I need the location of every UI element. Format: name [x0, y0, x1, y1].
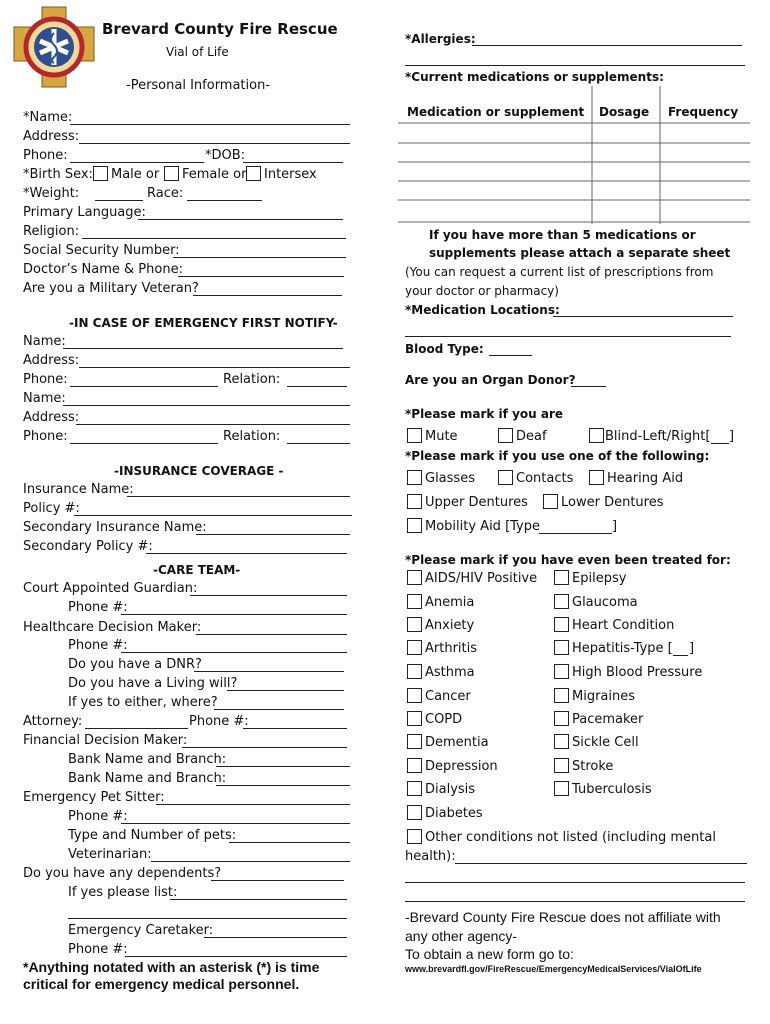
condition-right-checkbox-1[interactable] [554, 594, 569, 609]
disclaimer-line1: -Brevard County Fire Rescue does not affiliate with [405, 909, 721, 925]
emergency-relation-label: Relation: [223, 372, 281, 387]
disclaimer-line2: any other agency- [405, 928, 518, 944]
emergency-address2-label: Address: [23, 410, 80, 425]
secondary-policy-field[interactable] [146, 553, 347, 554]
address-label: Address: [23, 129, 80, 144]
other-conditions-label-2: health): [405, 849, 456, 864]
pet-sitter-phone-field[interactable] [121, 823, 350, 824]
pet-sitter-label: Emergency Pet Sitter: [23, 790, 165, 805]
insurance-name-label: Insurance Name: [23, 482, 134, 497]
table-header-dosage: Dosage [599, 105, 650, 119]
other-conditions-label: Other conditions not listed (including mental [425, 830, 716, 845]
condition-right-label-0: Epilepsy [572, 571, 627, 586]
condition-left-label-5: Cancer [425, 689, 471, 704]
table-header-frequency: Frequency [668, 105, 739, 119]
dob-label: *DOB: [205, 148, 246, 163]
ssn-label: Social Security Number: [23, 243, 180, 258]
race-label: Race: [147, 186, 184, 201]
language-label: Primary Language: [23, 205, 146, 220]
veteran-label: Are you a Military Veteran? [23, 281, 199, 296]
request-note-1: (You can request a current list of prescriptions from [405, 265, 714, 279]
emergency-address-field[interactable] [79, 367, 350, 368]
condition-right-checkbox-3[interactable] [554, 640, 569, 655]
condition-left-label-10: Diabetes [425, 806, 483, 821]
emergency-phone-field[interactable] [70, 386, 218, 387]
language-field[interactable] [138, 219, 343, 220]
condition-right-label-2: Heart Condition [572, 618, 675, 633]
secondary-insurance-field[interactable] [196, 534, 350, 535]
bank2-label: Bank Name and Branch: [68, 771, 227, 786]
attach-note-1: If you have more than 5 medications or [429, 228, 696, 242]
mark-if-are-label: *Please mark if you are [405, 407, 564, 421]
condition-left-checkbox-5[interactable] [407, 688, 422, 703]
pets-label: Type and Number of pets: [68, 828, 237, 843]
veteran-field[interactable] [193, 295, 342, 296]
hepatitis-type-field[interactable] [673, 655, 688, 656]
policy-field[interactable] [74, 515, 352, 516]
insurance-name-field[interactable] [127, 496, 350, 497]
financial-field[interactable] [182, 747, 347, 748]
dnr-field[interactable] [194, 671, 344, 672]
med-locations-label: *Medication Locations: [405, 303, 560, 317]
condition-left-checkbox-7[interactable] [407, 734, 422, 749]
med-locations-field[interactable] [553, 316, 733, 317]
allergies-field[interactable] [472, 45, 742, 46]
bank-field[interactable] [216, 766, 350, 767]
name-label: *Name: [23, 110, 73, 125]
allergies-label: *Allergies: [405, 32, 476, 46]
list-label: If yes please list: [68, 885, 178, 900]
condition-right-checkbox-2[interactable] [554, 617, 569, 632]
female-label: Female or [182, 167, 247, 182]
condition-left-label-2: Anxiety [425, 618, 475, 633]
condition-left-checkbox-10[interactable] [407, 805, 422, 820]
financial-label: Financial Decision Maker: [23, 733, 188, 748]
condition-right-checkbox-8[interactable] [554, 758, 569, 773]
condition-right-label-9: Tuberculosis [572, 782, 652, 797]
caretaker-field[interactable] [204, 937, 347, 938]
condition-left-checkbox-2[interactable] [407, 617, 422, 632]
attorney-field[interactable] [85, 728, 188, 729]
condition-right-checkbox-7[interactable] [554, 734, 569, 749]
page-title: Brevard County Fire Rescue [102, 20, 338, 38]
condition-left-label-1: Anemia [425, 595, 475, 610]
condition-left-label-6: COPD [425, 712, 463, 727]
bank2-field[interactable] [216, 785, 350, 786]
dependents-field[interactable] [211, 880, 344, 881]
page-subtitle: Vial of Life [166, 45, 229, 59]
asterisk-note-line2: critical for emergency medical personnel. [23, 976, 300, 992]
attorney-phone-field[interactable] [243, 728, 347, 729]
bank-label: Bank Name and Branch: [68, 752, 227, 767]
emergency-name-label: Name: [23, 334, 66, 349]
blood-type-label: Blood Type: [405, 342, 484, 356]
emergency-phone2-label: Phone: [23, 429, 68, 444]
secondary-policy-label: Secondary Policy #: [23, 539, 153, 554]
fire-rescue-logo [12, 5, 96, 89]
mute-checkbox[interactable] [407, 428, 422, 443]
other-conditions-field-3[interactable] [405, 901, 745, 902]
emergency-address2-field[interactable] [76, 424, 350, 425]
condition-right-label-5: Migraines [572, 689, 636, 704]
condition-left-checkbox-4[interactable] [407, 664, 422, 679]
contacts-checkbox[interactable] [498, 470, 513, 485]
male-checkbox[interactable] [93, 166, 108, 181]
asterisk-note-line1: *Anything notated with an asterisk (*) is time [23, 959, 320, 975]
guardian-phone-field[interactable] [121, 614, 347, 615]
other-conditions-field-2[interactable] [405, 882, 745, 883]
healthcare-phone-field[interactable] [121, 652, 347, 653]
blood-type-field[interactable] [489, 355, 532, 356]
male-label: Male or [111, 167, 160, 182]
ssn-field[interactable] [173, 257, 346, 258]
emergency-relation2-label: Relation: [223, 429, 281, 444]
blind-label: Blind-Left/Right[ [605, 429, 711, 444]
condition-right-label-6: Pacemaker [572, 712, 644, 727]
vet-field[interactable] [151, 861, 350, 862]
request-note-2: your doctor or pharmacy) [405, 284, 559, 298]
condition-left-label-4: Asthma [425, 665, 475, 680]
caretaker-phone-label: Phone #: [68, 942, 128, 957]
caretaker-phone-field[interactable] [125, 956, 347, 957]
dnr-label: Do you have a DNR? [68, 657, 202, 672]
list-field[interactable] [170, 899, 347, 900]
healthcare-phone-label: Phone #: [68, 638, 128, 653]
med-locations-field-2[interactable] [405, 336, 731, 337]
emergency-name2-label: Name: [23, 391, 66, 406]
organ-donor-label: Are you an Organ Donor? [405, 373, 576, 387]
name-field[interactable] [70, 124, 350, 125]
mark-use-label: *Please mark if you use one of the following: [405, 449, 710, 463]
doctor-field[interactable] [178, 276, 344, 277]
guardian-phone-label: Phone #: [68, 600, 128, 615]
emergency-phone2-field[interactable] [70, 443, 218, 444]
condition-right-checkbox-9[interactable] [554, 781, 569, 796]
table-header-medication: Medication or supplement [407, 105, 585, 119]
allergies-field-2[interactable] [405, 65, 745, 66]
pets-field[interactable] [229, 842, 350, 843]
hearing-aid-label: Hearing Aid [607, 471, 684, 486]
vial-of-life-url-link[interactable]: www.brevardfl.gov/FireRescue/EmergencyMedicalServices/VialOfLife [405, 964, 702, 974]
emergency-heading: -IN CASE OF EMERGENCY FIRST NOTIFY- [69, 316, 338, 330]
weight-label: *Weight: [23, 186, 80, 201]
pet-sitter-phone-label: Phone #: [68, 809, 128, 824]
doctor-label: Doctor’s Name & Phone: [23, 262, 183, 277]
mark-treated-label: *Please mark if you have even been treated for: [405, 553, 731, 567]
deaf-checkbox[interactable] [498, 428, 513, 443]
dob-field[interactable] [243, 162, 343, 163]
hepatitis-bracket-end: ] [689, 641, 695, 656]
emergency-relation-field[interactable] [287, 386, 347, 387]
condition-right-checkbox-6[interactable] [554, 711, 569, 726]
where-field[interactable] [214, 709, 344, 710]
where-label: If yes to either, where? [68, 695, 218, 710]
condition-right-checkbox-0[interactable] [554, 570, 569, 585]
lower-dentures-checkbox[interactable] [543, 494, 558, 509]
hearing-aid-checkbox[interactable] [589, 470, 604, 485]
blind-bracket-end: ] [729, 429, 735, 444]
religion-label: Religion: [23, 224, 80, 239]
glasses-label: Glasses [425, 471, 475, 486]
condition-left-label-9: Dialysis [425, 782, 476, 797]
condition-left-label-0: AIDS/HIV Positive [425, 571, 538, 586]
glasses-checkbox[interactable] [407, 470, 422, 485]
attach-note-2: supplements please attach a separate sheet [429, 246, 731, 260]
birth-sex-label: *Birth Sex: [23, 167, 93, 182]
emergency-relation2-field[interactable] [287, 443, 350, 444]
insurance-heading: -INSURANCE COVERAGE - [114, 464, 284, 478]
condition-left-label-8: Depression [425, 759, 498, 774]
race-field[interactable] [187, 200, 262, 201]
condition-left-checkbox-0[interactable] [407, 570, 422, 585]
caretaker-label: Emergency Caretaker: [68, 923, 214, 938]
mobility-aid-checkbox[interactable] [407, 518, 422, 533]
phone-field[interactable] [70, 162, 204, 163]
condition-right-label-8: Stroke [572, 759, 614, 774]
condition-right-label-1: Glaucoma [572, 595, 638, 610]
condition-left-label-3: Arthritis [425, 641, 478, 656]
healthcare-field[interactable] [196, 634, 347, 635]
condition-left-checkbox-3[interactable] [407, 640, 422, 655]
mobility-bracket-end: ] [612, 519, 618, 534]
upper-dentures-label: Upper Dentures [425, 495, 528, 510]
contacts-label: Contacts [516, 471, 574, 486]
mobility-aid-label: Mobility Aid [Type [425, 519, 541, 534]
intersex-label: Intersex [264, 167, 317, 182]
phone-label: Phone: [23, 148, 68, 163]
condition-left-checkbox-6[interactable] [407, 711, 422, 726]
condition-right-label-3: Hepatitis-Type [ [572, 641, 673, 656]
upper-dentures-checkbox[interactable] [407, 494, 422, 509]
lower-dentures-label: Lower Dentures [561, 495, 664, 510]
deaf-label: Deaf [516, 429, 547, 444]
vet-label: Veterinarian: [68, 847, 152, 862]
attorney-phone-label: Phone #: [189, 714, 249, 729]
mobility-aid-type-field[interactable] [539, 533, 612, 534]
condition-left-label-7: Dementia [425, 735, 489, 750]
organ-donor-field[interactable] [571, 386, 606, 387]
living-will-label: Do you have a Living will? [68, 676, 238, 691]
policy-label: Policy #: [23, 501, 80, 516]
living-will-field[interactable] [227, 690, 344, 691]
dependents-label: Do you have any dependents? [23, 866, 222, 881]
mute-label: Mute [425, 429, 458, 444]
condition-left-checkbox-9[interactable] [407, 781, 422, 796]
condition-right-checkbox-5[interactable] [554, 688, 569, 703]
new-form-note: To obtain a new form go to: [405, 946, 574, 962]
pet-sitter-field[interactable] [156, 804, 350, 805]
religion-field[interactable] [82, 238, 346, 239]
weight-field[interactable] [95, 200, 143, 201]
current-meds-label: *Current medications or supplements: [405, 70, 664, 84]
condition-left-checkbox-8[interactable] [407, 758, 422, 773]
personal-heading: -Personal Information- [126, 78, 271, 93]
guardian-label: Court Appointed Guardian: [23, 581, 198, 596]
address-field[interactable] [79, 143, 350, 144]
condition-right-label-4: High Blood Pressure [572, 665, 703, 680]
emergency-name-field[interactable] [63, 348, 343, 349]
blind-checkbox[interactable] [589, 428, 604, 443]
list-field-2[interactable] [68, 918, 347, 919]
care-heading: -CARE TEAM- [153, 563, 241, 577]
healthcare-label: Healthcare Decision Maker: [23, 620, 202, 635]
emergency-address-label: Address: [23, 353, 80, 368]
condition-left-checkbox-1[interactable] [407, 594, 422, 609]
intersex-checkbox[interactable] [246, 166, 261, 181]
guardian-field[interactable] [190, 595, 347, 596]
emergency-phone-label: Phone: [23, 372, 68, 387]
secondary-insurance-label: Secondary Insurance Name: [23, 520, 207, 535]
condition-right-checkbox-4[interactable] [554, 664, 569, 679]
female-checkbox[interactable] [164, 166, 179, 181]
blind-side-field[interactable] [711, 443, 729, 444]
other-conditions-checkbox[interactable] [407, 829, 422, 844]
condition-right-label-7: Sickle Cell [572, 735, 639, 750]
other-conditions-field[interactable] [455, 863, 747, 864]
emergency-name2-field[interactable] [63, 405, 350, 406]
attorney-label: Attorney: [23, 714, 83, 729]
